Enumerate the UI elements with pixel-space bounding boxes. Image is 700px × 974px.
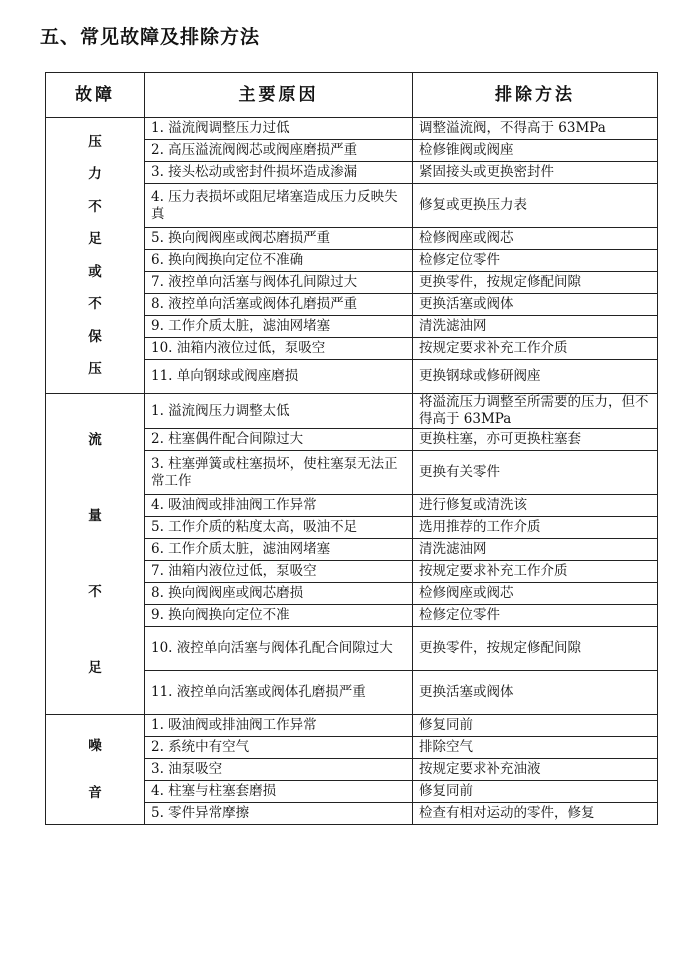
fault-category (46, 394, 145, 715)
cause-cell: 9. 工作介质太脏，滤油网堵塞 (145, 316, 413, 338)
method-cell: 选用推荐的工作介质 (413, 517, 658, 539)
method-cell: 检修定位零件 (413, 250, 658, 272)
header-fault: 故障 (46, 73, 145, 118)
cause-cell: 5. 工作介质的粘度太高，吸油不足 (145, 517, 413, 539)
method-cell: 检查有相对运动的零件，修复 (413, 803, 658, 825)
cause-cell: 7. 液控单向活塞与阀体孔间隙过大 (145, 272, 413, 294)
cause-cell: 2. 高压溢流阀阀芯或阀座磨损严重 (145, 140, 413, 162)
fault-category (46, 715, 145, 825)
cause-cell: 1. 吸油阀或排油阀工作异常 (145, 715, 413, 737)
category-char: 压 (88, 361, 102, 378)
table-row (46, 715, 658, 737)
cause-cell: 5. 零件异常摩擦 (145, 803, 413, 825)
method-cell: 将溢流压力调整至所需要的压力，但不得高于 63MPa (413, 394, 658, 429)
category-char: 音 (88, 785, 102, 801)
category-char: 流 (88, 431, 102, 448)
page-heading: 五、常见故障及排除方法 (40, 26, 261, 48)
method-cell: 检修阀座或阀芯 (413, 228, 658, 250)
method-cell: 更换有关零件 (413, 451, 658, 495)
cause-cell: 11. 液控单向活塞或阀体孔磨损严重 (145, 671, 413, 715)
method-cell: 清洗滤油网 (413, 539, 658, 561)
cause-cell: 3. 油泵吸空 (145, 759, 413, 781)
method-cell: 更换柱塞，亦可更换柱塞套 (413, 429, 658, 451)
fault-category-label (52, 723, 138, 817)
category-char: 不 (88, 296, 102, 313)
cause-cell: 5. 换向阀阀座或阀芯磨损严重 (145, 228, 413, 250)
table-header-row (46, 73, 658, 118)
category-char: 力 (88, 166, 102, 183)
cause-cell: 6. 工作介质太脏，滤油网堵塞 (145, 539, 413, 561)
cause-cell: 4. 吸油阀或排油阀工作异常 (145, 495, 413, 517)
header-cause: 主要原因 (145, 73, 413, 118)
cause-cell: 9. 换向阀换向定位不准 (145, 605, 413, 627)
method-cell: 修复或更换压力表 (413, 184, 658, 228)
method-cell: 修复同前 (413, 781, 658, 803)
table-row (46, 394, 658, 429)
cause-cell: 8. 液控单向活塞或阀体孔磨损严重 (145, 294, 413, 316)
method-cell: 更换零件，按规定修配间隙 (413, 272, 658, 294)
header-method: 排除方法 (413, 73, 658, 118)
cause-cell: 3. 柱塞弹簧或柱塞损坏，使柱塞泵无法正常工作 (145, 451, 413, 495)
cause-cell: 2. 柱塞偶件配合间隙过大 (145, 429, 413, 451)
method-cell: 进行修复或清洗该 (413, 495, 658, 517)
table-row (46, 118, 658, 140)
method-cell: 更换零件，按规定修配间隙 (413, 627, 658, 671)
cause-cell: 4. 柱塞与柱塞套磨损 (145, 781, 413, 803)
method-cell: 紧固接头或更换密封件 (413, 162, 658, 184)
category-char: 量 (88, 507, 102, 524)
fault-category (46, 118, 145, 394)
category-char: 足 (88, 231, 102, 248)
method-cell: 检修定位零件 (413, 605, 658, 627)
method-cell: 更换钢球或修研阀座 (413, 360, 658, 394)
cause-cell: 1. 溢流阀调整压力过低 (145, 118, 413, 140)
method-cell: 检修阀座或阀芯 (413, 583, 658, 605)
cause-cell: 10. 油箱内液位过低，泵吸空 (145, 338, 413, 360)
category-char: 不 (88, 198, 102, 215)
category-char: 或 (88, 263, 102, 280)
cause-cell: 4. 压力表损坏或阻尼堵塞造成压力反映失真 (145, 184, 413, 228)
cause-cell: 3. 接头松动或密封件损坏造成渗漏 (145, 162, 413, 184)
cause-cell: 7. 油箱内液位过低，泵吸空 (145, 561, 413, 583)
category-char: 不 (88, 584, 102, 601)
table-body (46, 118, 658, 825)
method-cell: 调整溢流阀，不得高于 63MPa (413, 118, 658, 140)
method-cell: 按规定要求补充工作介质 (413, 561, 658, 583)
category-char: 噪 (88, 738, 102, 754)
method-cell: 更换活塞或阀体 (413, 671, 658, 715)
method-cell: 检修锥阀或阀座 (413, 140, 658, 162)
cause-cell: 8. 换向阀阀座或阀芯磨损 (145, 583, 413, 605)
category-char: 足 (88, 660, 102, 677)
fault-table (45, 72, 658, 825)
cause-cell: 10. 液控单向活塞与阀体孔配合间隙过大 (145, 627, 413, 671)
cause-cell: 2. 系统中有空气 (145, 737, 413, 759)
method-cell: 更换活塞或阀体 (413, 294, 658, 316)
cause-cell: 11. 单向钢球或阀座磨损 (145, 360, 413, 394)
fault-category-label (52, 402, 138, 707)
method-cell: 排除空气 (413, 737, 658, 759)
fault-category-label (52, 126, 138, 386)
cause-cell: 1. 溢流阀压力调整太低 (145, 394, 413, 429)
category-char: 保 (88, 328, 102, 345)
category-char: 压 (88, 133, 102, 150)
cause-cell: 6. 换向阀换向定位不准确 (145, 250, 413, 272)
method-cell: 按规定要求补充工作介质 (413, 338, 658, 360)
method-cell: 按规定要求补充油液 (413, 759, 658, 781)
method-cell: 修复同前 (413, 715, 658, 737)
method-cell: 清洗滤油网 (413, 316, 658, 338)
